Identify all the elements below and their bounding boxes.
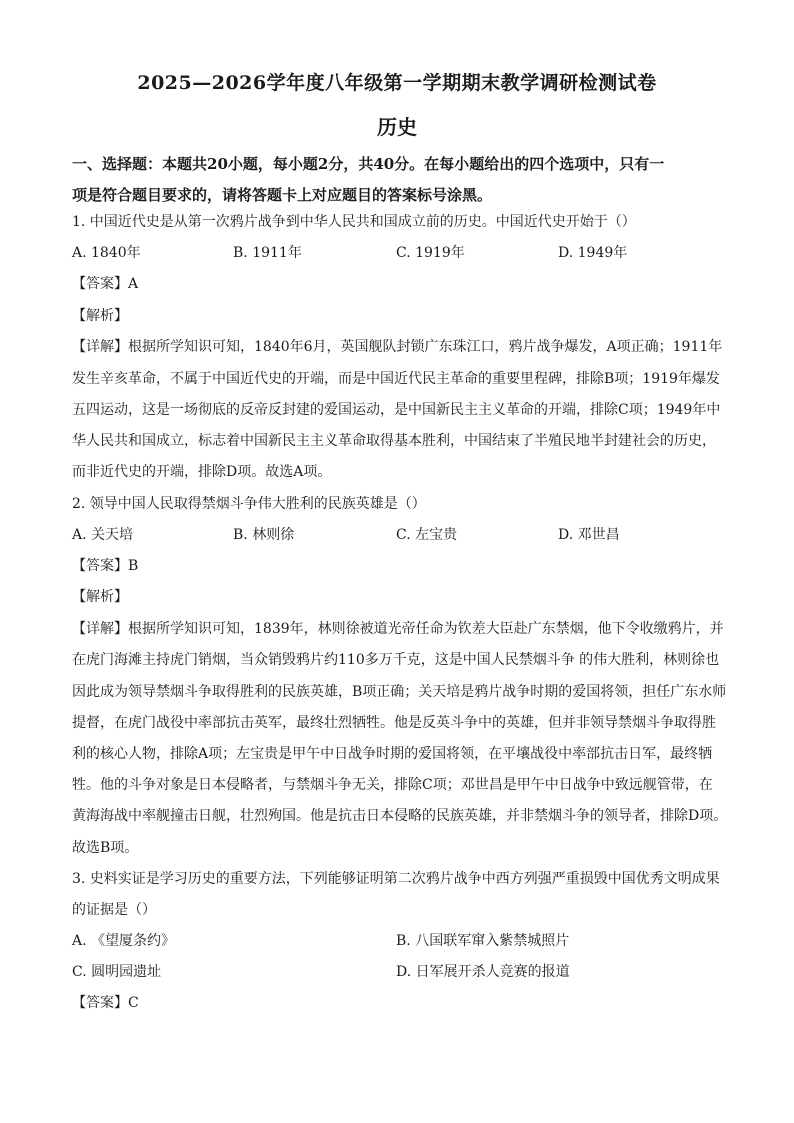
q2-detail-line: 因此成为领导禁烟斗争取得胜利的民族英雄，B项正确；关天培是鸦片战争时期的爱国将领，担任广东水师 [72,684,727,700]
q2-detail-line: 黄海海战中率舰撞击日舰，壮烈殉国。他是抗击日本侵略的民族英雄，并非禁烟斗争的领导者，排除D项。 [72,808,728,824]
q1-answer: 【答案】A [72,276,139,292]
q3-option-a: A. 《望厦条约》 [72,933,176,949]
q1-detail-line: 五四运动，这是一场彻底的反帝反封建的爱国运动，是中国新民主主义革命的开端，排除C项；1949年中 [72,402,721,418]
q1-detail-line: 而非近代史的开端，排除D项。故选A项。 [72,464,332,480]
exam-title: 2025—2026学年度八年级第一学期期末教学调研检测试卷 [137,72,657,94]
q1-detail-line: 华人民共和国成立，标志着中国新民主主义革命取得基本胜利，中国结束了半殖民地半封建社会的历史， [72,433,716,449]
subject-title: 历史 [377,115,417,139]
q3-option-b: B. 八国联军窜入紫禁城照片 [396,933,570,949]
section-line-1: 一、选择题：本题共20小题，每小题2分，共40分。在每小题给出的四个选项中，只有一 [72,155,665,173]
q3-option-c: C. 圆明园遗址 [72,964,162,980]
q2-stem: 2. 领导中国人民取得禁烟斗争伟大胜利的民族英雄是（） [72,496,426,512]
q2-option-b: B. 林则徐 [233,527,295,543]
q3-stem-line: 3. 史料实证是学习历史的重要方法，下列能够证明第二次鸦片战争中西方列强严重损毁中国优秀文明成果 [72,871,720,887]
q1-analysis-label: 【解析】 [72,308,128,324]
q2-detail-line: 牲。他的斗争对象是日本侵略者，与禁烟斗争无关，排除C项；邓世昌是甲午中日战争中致远舰管带，在 [72,777,713,793]
q2-answer: 【答案】B [72,558,139,574]
q2-analysis-label: 【解析】 [72,589,128,605]
section-instructions [72,149,734,211]
q2-option-c: C. 左宝贵 [396,527,458,543]
q2-detail-line: 【详解】根据所学知识可知，1839年，林则徐被道光帝任命为钦差大臣赴广东禁烟，他下令收缴鸦片，并 [72,621,724,637]
q3-answer: 【答案】C [72,995,139,1011]
q1-option-d: D. 1949年 [558,245,628,261]
q1-option-a: A. 1840年 [72,245,141,261]
q2-detail-line: 提督，在虎门战役中率部抗击英军，最终壮烈牺牲。他是反英斗争中的英雄，但并非领导禁烟斗争取得胜 [72,715,716,731]
q1-option-c: C. 1919年 [396,245,465,261]
q2-detail-line: 利的核心人物，排除A项；左宝贵是甲午中日战争时期的爱国将领，在平壤战役中率部抗击日军，最终牺 [72,746,713,762]
q2-detail-line: 在虎门海滩主持虎门销烟，当众销毁鸦片约110多万千克，这是中国人民禁烟斗争 的伟大胜利，林则徐也 [72,652,720,668]
q1-detail-line: 【详解】根据所学知识可知，1840年6月，英国舰队封锁广东珠江口，鸦片战争爆发，A项正确；1911年 [72,339,723,355]
q3-option-d: D. 日军展开杀人竞赛的报道 [396,964,570,980]
section-line-2: 项是符合题目要求的，请将答题卡上对应题目的答案标号涂黑。 [72,186,493,204]
q2-detail-line: 故选B项。 [72,840,139,856]
q1-option-b: B. 1911年 [233,245,302,261]
q2-option-a: A. 关天培 [72,527,134,543]
q3-stem-line: 的证据是（） [72,902,156,918]
q1-detail-line: 发生辛亥革命，不属于中国近代史的开端，而是中国近代民主革命的重要里程碑，排除B项；1919年爆发 [72,371,720,387]
q1-stem: 1. 中国近代史是从第一次鸦片战争到中华人民共和国成立前的历史。中国近代史开始于（） [72,214,636,230]
q2-option-d: D. 邓世昌 [558,527,620,543]
